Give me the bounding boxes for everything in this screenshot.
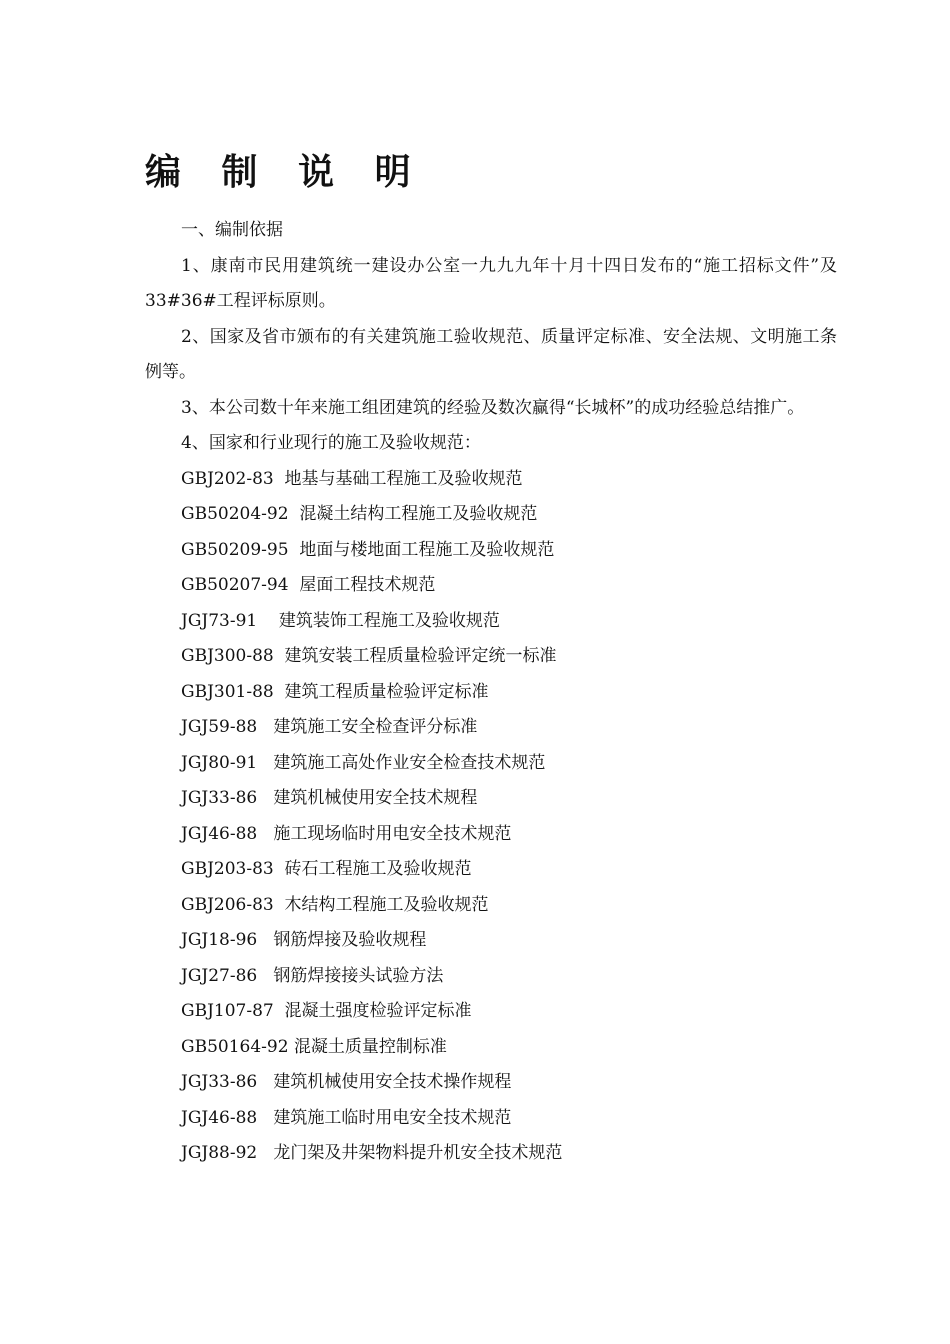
standard-item: GBJ202-83 地基与基础工程施工及验收规范 [181,468,523,489]
standards-list [145,462,837,1172]
standard-item: GBJ203-83 砖石工程施工及验收规范 [181,859,472,879]
standard-item: GBJ107-87 混凝土强度检验评定标准 [181,1001,472,1021]
standard-item: JGJ27-86 钢筋焊接接头试验方法 [181,965,444,986]
paragraph-3: 3、本公司数十年来施工组团建筑的经验及数次赢得“长城杯”的成功经验总结推广。 [181,397,805,418]
standard-item: JGJ59-88 建筑施工安全检查评分标准 [181,717,478,737]
document-title: 编 制 说 明 [145,151,425,193]
standard-item: JGJ88-92 龙门架及井架物料提升机安全技术规范 [181,1143,563,1163]
paragraph-1: 1、康南市民用建筑统一建设办公室一九九九年十月十四日发布的“施工招标文件”及33#36#工程评标原则。 [145,255,837,311]
standard-item: JGJ33-86 建筑机械使用安全技术操作规程 [181,1072,512,1092]
standard-item: GB50164-92 混凝土质量控制标准 [181,1036,447,1057]
standard-item: JGJ46-88 建筑施工临时用电安全技术规范 [181,1107,512,1128]
paragraph-2: 2、国家及省市颁布的有关建筑施工验收规范、质量评定标准、安全法规、文明施工条例等。 [145,326,837,382]
section-heading: 一、编制依据 [181,220,283,240]
standard-item: GB50207-94 屋面工程技术规范 [181,575,436,595]
standard-item: GB50204-92 混凝土结构工程施工及验收规范 [181,504,538,524]
standard-item: GB50209-95 地面与楼地面工程施工及验收规范 [181,539,555,560]
document-body [145,213,837,1172]
standard-item: GBJ301-88 建筑工程质量检验评定标准 [181,681,489,702]
standard-item: JGJ33-86 建筑机械使用安全技术规程 [181,788,478,808]
standard-item: JGJ80-91 建筑施工高处作业安全检查技术规范 [181,752,546,773]
paragraph-4: 4、国家和行业现行的施工及验收规范： [181,433,481,453]
standard-item: JGJ46-88 施工现场临时用电安全技术规范 [181,823,512,844]
standard-item: GBJ206-83 木结构工程施工及验收规范 [181,894,489,915]
standard-item: GBJ300-88 建筑安装工程质量检验评定统一标准 [181,646,557,666]
standard-item: JGJ18-96 钢筋焊接及验收规程 [181,930,427,950]
standard-item: JGJ73-91 建筑装饰工程施工及验收规范 [181,610,500,631]
